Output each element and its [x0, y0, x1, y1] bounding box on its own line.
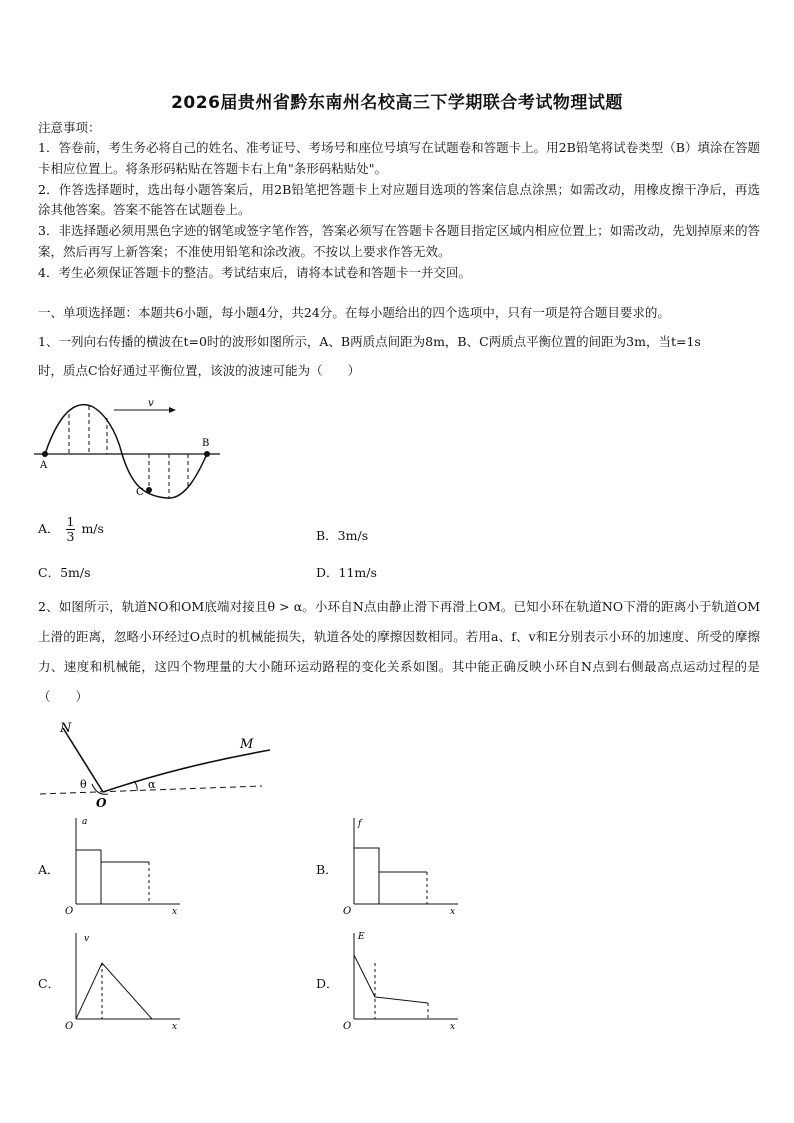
arrow-head-icon [169, 407, 176, 413]
graph-c-ylabel: v [84, 934, 90, 944]
graph-c-xlabel: x [172, 1022, 178, 1032]
track-om [103, 750, 270, 792]
option-c: C．5m/s [38, 565, 91, 580]
label-alpha: α [148, 778, 156, 791]
graph-d-xlabel: x [450, 1022, 456, 1032]
option-a: A． $\frac{1}{3}$ m/s [38, 514, 104, 544]
label-c: C [136, 487, 144, 498]
graph-b-xlabel: x [450, 907, 456, 917]
graph-a [60, 810, 190, 920]
option-d-label: D． [316, 976, 339, 991]
graph-d [338, 925, 468, 1035]
question-1-line-2: 时，质点C恰好通过平衡位置，该波的波速可能为（ ） [38, 363, 361, 378]
label-n: N [60, 721, 72, 736]
option-b-label: B． [316, 862, 338, 877]
point-a [42, 451, 48, 457]
graph-d-origin: O [343, 1021, 352, 1032]
graph-b-origin: O [343, 906, 352, 917]
label-b: B [202, 438, 210, 449]
question-2-text: 2、如图所示，轨道NO和OM底端对接且θ > α。小环自N点由静止滑下再滑上OM。已知小环在轨道NO下滑的距离小于轨道OM上滑的距离，忽略小环经过O点时的机械能损失，轨道各处的摩擦因数相同。若用a、f、v和E分别表示小环的加速度、所受的摩擦力、速度和机械能，这四个物理量的大小随环运动路程的变化关系如图。其中能正确反映小环自N点到右侧最高点运动过程的是（ ） [38, 599, 760, 704]
graph-c-origin: O [65, 1021, 74, 1032]
label-theta: θ [80, 778, 87, 791]
graph-b [338, 810, 468, 920]
notes-heading: 注意事项： [38, 120, 101, 135]
wave-figure [30, 392, 230, 507]
wave-dashed-lines [69, 406, 188, 498]
label-a: A [40, 460, 48, 471]
graph-d-ylabel: E [358, 932, 365, 942]
note-item: 4．考生必须保证答题卡的整洁。考试结束后，请将本试卷和答题卡一并交回。 [38, 264, 471, 280]
question-1-line-1: 1、一列向右传播的横波在t=0时的波形如图所示，A、B两质点间距为8m，B、C两质点平衡位置的间距为3m，当t=1s [38, 334, 701, 349]
label-o: O [96, 796, 107, 810]
option-d: D．11m/s [316, 565, 377, 580]
theta-arc [92, 784, 108, 794]
point-b [204, 451, 210, 457]
graph-a-ylabel: a [82, 817, 88, 827]
option-a-label: A． [38, 862, 60, 877]
graph-c [60, 925, 190, 1035]
note-item: 1．答卷前，考生务必将自己的姓名、准考证号、考场号和座位号填写在试题卷和答题卡上。用2B铅笔将试卷类型（B）填涂在答题卡相应位置上。将条形码粘贴在答题卡右上角"条形码粘贴处"。 [38, 140, 760, 176]
page-title: 2026届贵州省黔东南州名校高三下学期联合考试物理试题 [171, 93, 623, 113]
section-heading: 一、单项选择题：本题共6小题，每小题4分，共24分。在每小题给出的四个选项中，只有一项是符合题目要求的。 [38, 305, 670, 320]
velocity-label: v [148, 398, 154, 409]
option-c-label: C． [38, 976, 61, 991]
graph-b-ylabel: f [358, 819, 362, 829]
track-figure [30, 714, 275, 810]
note-item: 3．非选择题必须用黑色字迹的钢笔或签字笔作答，答案必须写在答题卡各题目指定区域内相应位置上；如需改动，先划掉原来的答案，然后再写上新答案；不准使用铅笔和涂改液。不按以上要求作答无效。 [38, 223, 760, 259]
option-b: B．3m/s [316, 528, 369, 543]
fraction: $\frac{1}{3}$ [66, 514, 75, 544]
notes-list [38, 138, 760, 284]
graph-a-xlabel: x [172, 907, 178, 917]
question-2 [38, 592, 760, 712]
graph-a-origin: O [65, 906, 74, 917]
label-m: M [240, 737, 254, 752]
note-item: 2．作答选择题时，选出每小题答案后，用2B铅笔把答题卡上对应题目选项的答案信息点涂黑；如需改动，用橡皮擦干净后，再选涂其他答案。答案不能答在试题卷上。 [38, 181, 760, 218]
point-c [146, 487, 152, 493]
